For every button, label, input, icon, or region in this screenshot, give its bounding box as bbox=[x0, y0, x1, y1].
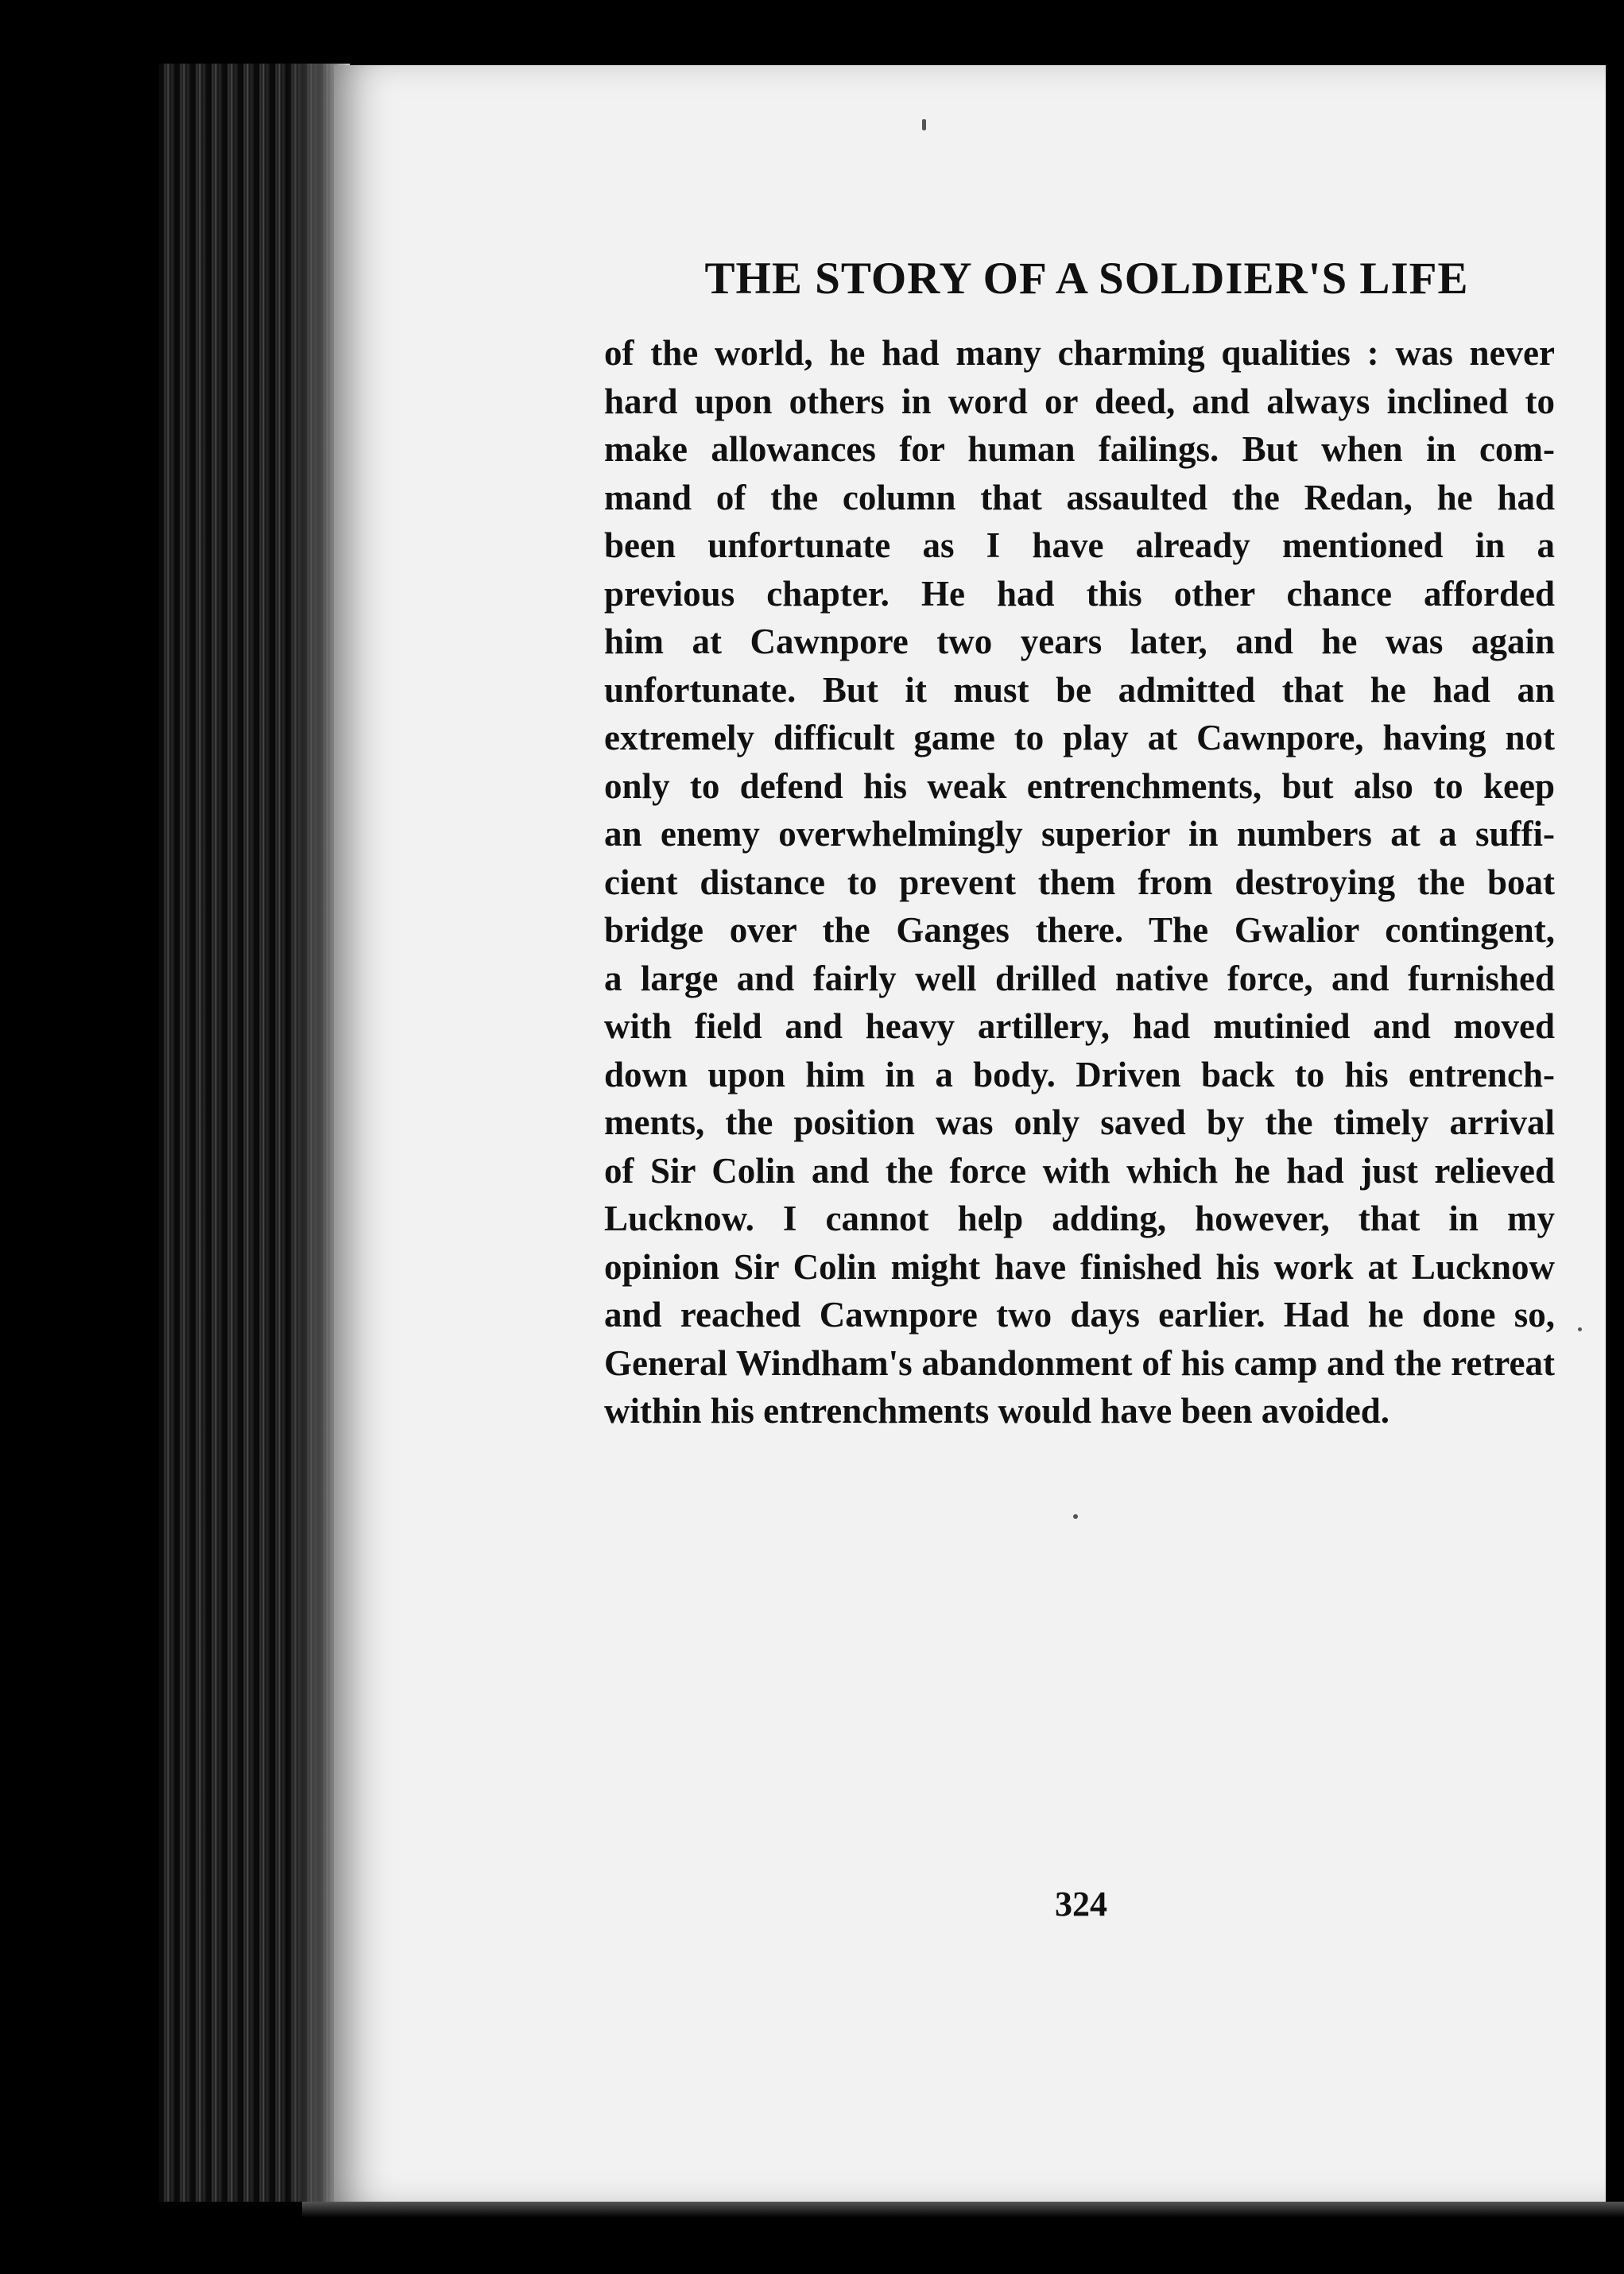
text-line: General Windham's abandonment of his camp and the retreat bbox=[604, 1342, 1555, 1383]
text-line: an enemy overwhelmingly superior in numbers at a suffi- bbox=[604, 814, 1555, 854]
text-line: bridge over the Ganges there. The Gwalior contingent, bbox=[604, 910, 1555, 950]
text-line: make allowances for human failings. But when in com- bbox=[604, 429, 1555, 469]
text-line: with field and heavy artillery, had mutinied and moved bbox=[604, 1006, 1555, 1046]
scan-speck bbox=[1073, 1514, 1078, 1519]
text-line: ments, the position was only saved by the timely arrival bbox=[604, 1102, 1555, 1142]
text-line: cient distance to prevent them from destroying the boat bbox=[604, 862, 1555, 902]
text-line: a large and fairly well drilled native force, and furnished bbox=[604, 958, 1555, 998]
text-line: within his entrenchments would have been avoided. bbox=[604, 1391, 1390, 1431]
running-head: THE STORY OF A SOLDIER'S LIFE bbox=[704, 254, 1469, 304]
body-paragraph bbox=[604, 329, 1555, 1435]
text-line: mand of the column that assaulted the Redan, he had bbox=[604, 477, 1555, 517]
text-line: been unfortunate as I have already mentioned in a bbox=[604, 525, 1555, 565]
text-line: of the world, he had many charming qualities : was never bbox=[604, 333, 1555, 373]
text-line: him at Cawnpore two years later, and he was again bbox=[604, 622, 1555, 661]
scan-speck bbox=[922, 119, 926, 130]
text-line: extremely difficult game to play at Cawnpore, having not bbox=[604, 718, 1555, 757]
text-line: Lucknow. I cannot help adding, however, that in my bbox=[604, 1199, 1555, 1238]
text-line: previous chapter. He had this other chance afforded bbox=[604, 573, 1555, 614]
text-line: of Sir Colin and the force with which he had just relieved bbox=[604, 1150, 1555, 1191]
page-bottom-edge bbox=[302, 2202, 1624, 2218]
text-line: opinion Sir Colin might have finished his work at Lucknow bbox=[604, 1246, 1555, 1287]
text-line: unfortunate. But it must be admitted that he had an bbox=[604, 669, 1555, 710]
scan-speck bbox=[1578, 1327, 1582, 1331]
page-number: 324 bbox=[1055, 1885, 1107, 1923]
text-line: and reached Cawnpore two days earlier. Had he done so, bbox=[604, 1295, 1555, 1335]
text-line: only to defend his weak entrenchments, but also to keep bbox=[604, 765, 1555, 806]
text-line: down upon him in a body. Driven back to his entrench- bbox=[604, 1054, 1555, 1094]
text-line: hard upon others in word or deed, and always inclined to bbox=[604, 381, 1555, 421]
